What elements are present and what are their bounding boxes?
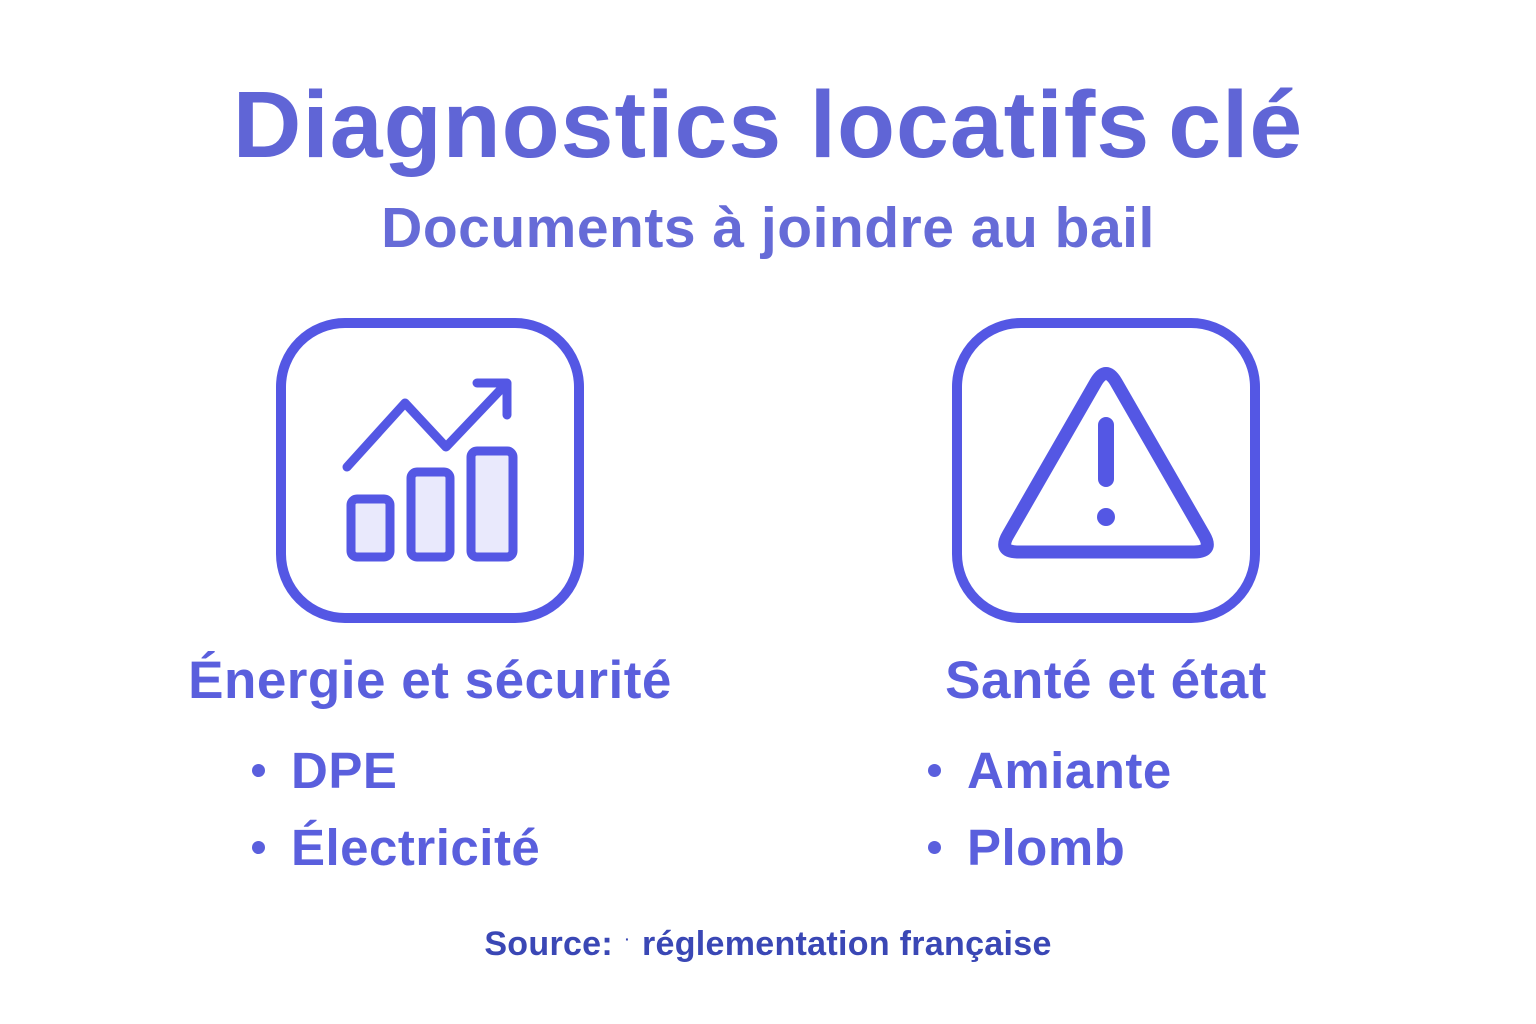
list-item-label: Électricité xyxy=(291,819,541,876)
source-label: Source: xyxy=(484,925,614,963)
bullet-dot xyxy=(928,841,941,854)
source-separator: · xyxy=(625,930,630,947)
list-item xyxy=(252,819,541,876)
list-item xyxy=(928,742,1172,799)
bullet-dot xyxy=(928,764,941,777)
page-title-last-word: clé xyxy=(1168,72,1304,178)
source-line xyxy=(484,925,1051,964)
list-item xyxy=(928,819,1172,876)
section-sante-etat xyxy=(856,317,1356,876)
warning-triangle-icon xyxy=(951,317,1261,624)
trending-up-chart-icon xyxy=(275,317,585,624)
section-heading: Énergie et sécurité xyxy=(188,651,672,710)
source-text: réglementation française xyxy=(641,925,1052,963)
list-item-label: DPE xyxy=(291,742,398,799)
list-item xyxy=(252,742,540,799)
section-energie-securite xyxy=(180,317,680,876)
bullet-list xyxy=(180,742,541,876)
page-title-main: Diagnostics locatifs xyxy=(232,72,1151,178)
list-item-label: Amiante xyxy=(967,742,1172,799)
bullet-dot xyxy=(252,841,265,854)
content-columns xyxy=(0,317,1536,876)
page-title xyxy=(232,72,1304,178)
bullet-list xyxy=(856,742,1172,876)
bullet-dot xyxy=(252,764,265,777)
list-item-label: Plomb xyxy=(967,819,1126,876)
section-heading: Santé et état xyxy=(945,651,1267,710)
page-subtitle: Documents à joindre au bail xyxy=(381,196,1155,260)
